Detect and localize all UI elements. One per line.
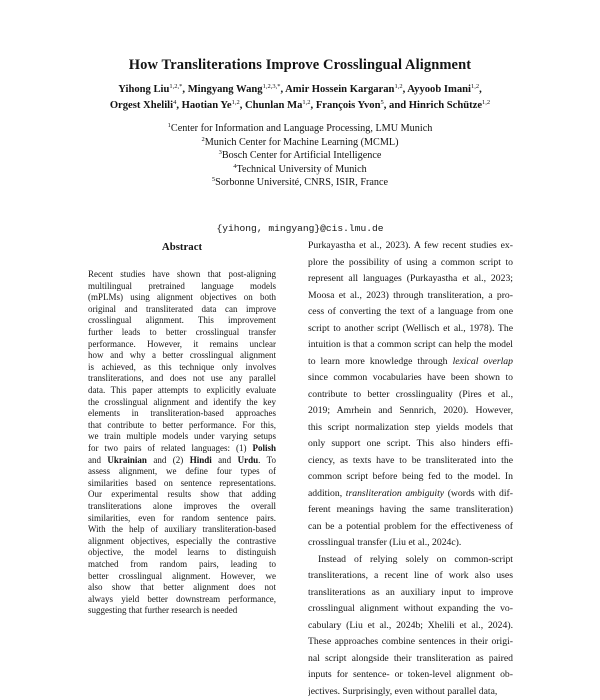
author-affiliation-marker: 1,2,3,* bbox=[262, 83, 281, 90]
affiliation-number: 4 bbox=[233, 162, 237, 170]
text-run: (words with dif- bbox=[444, 487, 513, 499]
text-run: Hindi bbox=[189, 454, 212, 465]
affiliation-number: 5 bbox=[211, 176, 216, 183]
body-line bbox=[308, 337, 513, 353]
author-affiliation-marker: 1,2,* bbox=[169, 83, 183, 90]
body-line bbox=[308, 271, 513, 287]
body-line bbox=[308, 238, 513, 254]
abstract-line bbox=[88, 477, 276, 489]
text-run: Purkayastha et al., 2023). A few recent studies ex- bbox=[308, 240, 513, 251]
text-run: Our experimental results show that adding bbox=[88, 489, 276, 500]
text-run: cabulary (Liu et al., 2024b; Xhelili et al., 2024). bbox=[308, 619, 513, 631]
text-run: ferent meanings having the same transliteration) bbox=[308, 504, 513, 515]
abstract-line bbox=[88, 384, 276, 396]
affiliation-line bbox=[0, 149, 600, 163]
body-line bbox=[308, 288, 513, 304]
abstract-line bbox=[88, 396, 276, 408]
affiliation-line bbox=[0, 163, 600, 177]
affiliation-line bbox=[0, 176, 600, 190]
abstract-line bbox=[88, 523, 276, 535]
text-run: plore the possibility of using a common script to bbox=[308, 256, 513, 268]
text-run: this script normalization step yields models that bbox=[308, 421, 513, 433]
text-run: better crosslingual alignment. However, we bbox=[88, 570, 276, 581]
body-line bbox=[308, 354, 513, 370]
text-run: also show that better alignment does not bbox=[88, 582, 276, 593]
text-run: Polish bbox=[252, 443, 276, 453]
contact-email: {yihong, mingyang}@cis.lmu.de bbox=[216, 223, 384, 234]
text-run: Recent studies have shown that post-aligning bbox=[88, 269, 276, 279]
abstract-line bbox=[88, 465, 276, 477]
body-line bbox=[308, 502, 513, 518]
text-run: original and transliterated data can improve bbox=[88, 303, 276, 314]
author-name: Ayyoob Imani bbox=[407, 84, 471, 95]
text-run: similarities based on sentence representations. bbox=[88, 477, 276, 488]
text-run: always yield better downstream performance, bbox=[88, 593, 276, 604]
text-run: suggesting that further research is needed bbox=[88, 605, 238, 616]
author-list-line-2: Orgest Xhelili$^4$, Haotian Ye$^{1,2}$, Chunlan Ma$^{1,2}$, François Yvon$^5$, and Hinrich Schütze$^{1,2}$ bbox=[109, 99, 491, 111]
abstract-line bbox=[88, 361, 276, 373]
abstract-line bbox=[88, 372, 276, 384]
text-run: since common vocabularies have been shown to bbox=[308, 372, 513, 383]
text-run: . To bbox=[258, 454, 276, 465]
author-affiliation-marker: 1,2 bbox=[302, 99, 311, 106]
body-line bbox=[308, 568, 513, 584]
text-run: These approaches combine sentences in their origi- bbox=[308, 636, 513, 647]
abstract-line bbox=[88, 535, 276, 547]
body-line bbox=[308, 519, 513, 535]
body-line bbox=[308, 387, 513, 403]
text-run: crosslingual alignment. This improvement bbox=[88, 315, 276, 326]
abstract-line bbox=[88, 314, 276, 326]
text-run: elements in transliteration-based approaches bbox=[88, 408, 276, 419]
body-line bbox=[308, 453, 513, 469]
author-name: Yihong Liu bbox=[118, 84, 170, 95]
text-run: intuition is that a common script can help the model bbox=[308, 339, 513, 350]
body-line bbox=[308, 486, 513, 502]
text-run: transliterations as an auxiliary input to improve bbox=[308, 586, 513, 598]
text-run: performance. However, it remains unclear bbox=[88, 338, 276, 349]
author-affiliation-marker: 4 bbox=[173, 99, 177, 106]
body-line bbox=[308, 321, 513, 337]
text-run: multilingual pretrained language models bbox=[88, 280, 276, 291]
abstract-line bbox=[88, 604, 276, 616]
body-line bbox=[308, 651, 513, 667]
text-run: contribute to better crosslinguality (Pires et al., bbox=[308, 388, 513, 400]
text-run: can be a potential problem for the effectiveness of bbox=[308, 520, 513, 532]
text-run: Moosa et al., 2023) through transliteration, a pro- bbox=[308, 289, 513, 301]
text-run: crosslingual alignment without expanding the vo- bbox=[308, 603, 513, 614]
text-run: that contribute to better performance. For this, bbox=[88, 419, 276, 430]
text-run: further leads to better crosslingual transfer bbox=[88, 327, 276, 337]
abstract-line bbox=[88, 570, 276, 582]
body-line bbox=[308, 552, 513, 568]
body-line bbox=[308, 403, 513, 419]
text-run: only support one script. This also hinders effi- bbox=[308, 438, 513, 449]
abstract-line bbox=[88, 500, 276, 512]
paper-title: How Transliterations Improve Crosslingual Alignment bbox=[128, 57, 472, 73]
affiliation-line bbox=[0, 122, 600, 136]
body-line bbox=[308, 469, 513, 485]
text-run: and bbox=[211, 454, 238, 465]
text-run: and (2) bbox=[146, 454, 190, 465]
abstract-line bbox=[88, 546, 276, 558]
text-run: transliteration ambiguity bbox=[345, 487, 445, 499]
body-line bbox=[308, 255, 513, 271]
text-run: crosslingual transfer (Liu et al., 2024c). bbox=[308, 537, 462, 548]
author-name: Orgest Xhelili bbox=[109, 100, 174, 111]
text-run: ciency, as texts have to be transliterated into the bbox=[308, 454, 513, 466]
abstract-line bbox=[88, 268, 276, 280]
abstract-line bbox=[88, 349, 276, 361]
text-run: assess alignment, we define four types of bbox=[88, 466, 276, 477]
text-run: to learn more knowledge through bbox=[308, 355, 453, 367]
affiliation-number: 3 bbox=[218, 149, 222, 156]
text-run: Instead of relying solely on common-script bbox=[318, 553, 513, 565]
text-run: jectives. Surprisingly, even without parallel data, bbox=[308, 685, 498, 697]
author-name: François Yvon bbox=[315, 100, 381, 111]
text-run: represent all languages (Purkayastha et al., 2023; bbox=[308, 273, 513, 284]
abstract-line bbox=[88, 454, 276, 466]
abstract-line bbox=[88, 442, 276, 454]
body-line bbox=[308, 684, 513, 700]
affiliation-text: Technical University of Munich bbox=[236, 163, 367, 175]
text-run: cess of converting the text of a language from one bbox=[308, 306, 513, 317]
text-run: for two pairs of related languages: (1) bbox=[88, 443, 253, 453]
text-run: we train multiple models under varying setups bbox=[88, 431, 276, 442]
abstract-line bbox=[88, 512, 276, 524]
body-line bbox=[308, 370, 513, 386]
affiliation-line bbox=[0, 136, 600, 150]
affiliation-number: 2 bbox=[201, 135, 205, 143]
body-line bbox=[308, 585, 513, 601]
text-run: (mPLMs) using alignment objectives on both bbox=[88, 292, 276, 303]
abstract-line bbox=[88, 488, 276, 500]
abstract-line bbox=[88, 338, 276, 350]
abstract-line bbox=[88, 303, 276, 315]
body-line bbox=[308, 601, 513, 617]
text-run: data. This paper attempts to explicitly evaluate bbox=[88, 385, 276, 395]
abstract-line bbox=[88, 430, 276, 442]
abstract-heading: Abstract bbox=[161, 241, 203, 253]
author-list-line-1: Yihong Liu$^{1,2,*}$, Mingyang Wang$^{1,2,3,*}$, Amir Hossein Kargaran$^{1,2}$, Ayyoob Imani$^{1,2}$, bbox=[118, 83, 482, 95]
text-run: objective, the model learns to distinguish bbox=[88, 547, 276, 558]
body-line bbox=[308, 436, 513, 452]
abstract-line bbox=[88, 280, 276, 292]
abstract-line bbox=[88, 407, 276, 419]
author-name: Chunlan Ma bbox=[244, 100, 303, 111]
abstract-line bbox=[88, 419, 276, 431]
body-line bbox=[308, 618, 513, 634]
affiliation-number: 1 bbox=[167, 122, 171, 129]
text-run: Ukrainian bbox=[107, 454, 147, 465]
affiliation-text: Bosch Center for Artificial Intelligence bbox=[221, 150, 382, 161]
text-run: common script before being fed to the model. In bbox=[308, 471, 513, 482]
author-name: Haotian Ye bbox=[181, 100, 232, 111]
body-line bbox=[308, 304, 513, 320]
abstract-line bbox=[88, 593, 276, 605]
author-name: Amir Hossein Kargaran bbox=[285, 84, 395, 95]
text-run: inputs for sentence- or token-level alignment ob- bbox=[308, 669, 513, 680]
abstract-line bbox=[88, 558, 276, 570]
text-run: how and why a better crosslingual alignment bbox=[88, 350, 276, 361]
author-conjunction: and bbox=[389, 100, 407, 111]
text-run: nal script alongside their transliteration as paired bbox=[308, 652, 513, 664]
text-run: alignment objectives, especially the contrastive bbox=[88, 535, 276, 546]
author-affiliation-marker: 1,2 bbox=[470, 83, 480, 90]
text-run: the crosslingual alignment and identify the key bbox=[88, 396, 276, 407]
text-run: is achieved, as this technique only involves bbox=[88, 361, 276, 372]
abstract-line bbox=[88, 291, 276, 303]
body-line bbox=[308, 667, 513, 683]
abstract-line bbox=[88, 326, 276, 338]
text-run: With the help of auxiliary transliteration-based bbox=[88, 524, 276, 535]
text-run: script to another script (Wellisch et al., 1978). The bbox=[308, 322, 513, 334]
author-affiliation-marker: 1,2 bbox=[482, 99, 491, 106]
abstract-line bbox=[88, 581, 276, 593]
body-line bbox=[308, 535, 513, 551]
author-affiliation-marker: 1,2 bbox=[231, 99, 240, 106]
text-run: addition, bbox=[308, 487, 346, 499]
text-run: lexical overlap bbox=[452, 355, 513, 367]
author-affiliation-marker: 1,2 bbox=[394, 83, 403, 90]
text-run: transliterations, a recent line of work also uses bbox=[308, 570, 513, 581]
text-run: 2019; Amrhein and Sennrich, 2020). However, bbox=[308, 405, 513, 416]
affiliation-text: Munich Center for Machine Learning (MCML) bbox=[204, 136, 399, 148]
author-affiliation-marker: 5 bbox=[380, 99, 384, 106]
affiliation-text: Sorbonne Université, CNRS, ISIR, France bbox=[215, 177, 389, 188]
body-line bbox=[308, 420, 513, 436]
text-run: transliterations alone improves the overall bbox=[88, 501, 276, 511]
text-run: and bbox=[88, 454, 108, 465]
author-name: Mingyang Wang bbox=[187, 84, 263, 95]
text-run: Urdu bbox=[237, 454, 259, 465]
text-run: similarities, even for random sentence pairs. bbox=[88, 512, 276, 523]
text-run: transliterations, and does not use any parallel bbox=[88, 373, 276, 384]
text-run: matched from random pairs, leading to bbox=[88, 559, 276, 569]
author-name: Hinrich Schütze bbox=[408, 100, 483, 111]
body-line bbox=[308, 634, 513, 650]
affiliation-text: Center for Information and Language Processing, LMU Munich bbox=[170, 123, 433, 134]
